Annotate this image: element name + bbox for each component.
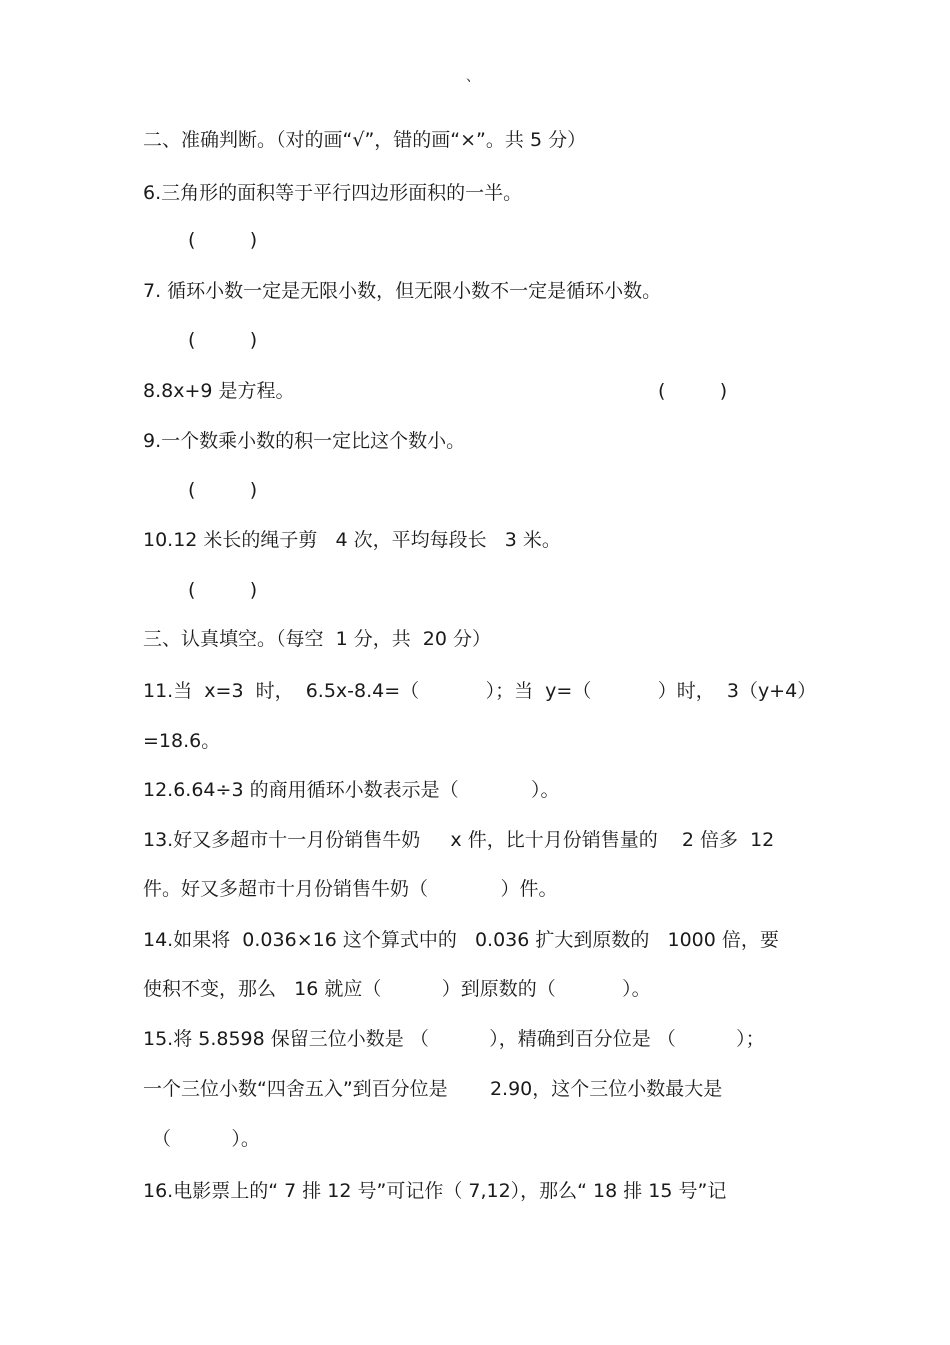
header-mark: 、 <box>466 69 480 85</box>
answer-blank-8: ( ) <box>658 380 728 402</box>
question-12: 12.6.64÷3 的商用循环小数表示是（ ）。 <box>143 779 560 801</box>
question-6: 6.三角形的面积等于平行四边形面积的一半。 <box>143 182 523 204</box>
answer-blank-6: ( ) <box>188 229 258 251</box>
answer-blank-7: ( ) <box>188 329 258 351</box>
question-11-line-2: =18.6。 <box>143 730 221 752</box>
question-15-line-2: 一个三位小数“四舍五入”到百分位是 2.90，这个三位小数最大是 <box>143 1078 723 1100</box>
question-7: 7. 循环小数一定是无限小数，但无限小数不一定是循环小数。 <box>143 280 662 302</box>
question-9: 9.一个数乘小数的积一定比这个数小。 <box>143 430 466 452</box>
question-8: 8.8x+9 是方程。 <box>143 380 295 402</box>
section-2-title: 二、准确判断。（对的画“√”，错的画“×”。共 5 分） <box>143 129 587 151</box>
question-16: 16.电影票上的“ 7 排 12 号”可记作（ 7,12），那么“ 18 排 15 号”记 <box>143 1180 727 1202</box>
question-13-line-1: 13.好又多超市十一月份销售牛奶 x 件，比十月份销售量的 2 倍多 12 <box>143 829 775 851</box>
question-13-line-2: 件。好又多超市十月份销售牛奶（ ）件。 <box>143 878 558 900</box>
answer-blank-9: ( ) <box>188 479 258 501</box>
section-3-title: 三、认真填空。（每空 1 分，共 20 分） <box>143 628 492 650</box>
answer-blank-10: ( ) <box>188 579 258 601</box>
question-10: 10.12 米长的绳子剪 4 次，平均每段长 3 米。 <box>143 529 561 551</box>
question-14-line-2: 使积不变，那么 16 就应（ ）到原数的（ ）。 <box>143 978 651 1000</box>
question-15-line-3: （ ）。 <box>152 1128 260 1150</box>
question-11-line-1: 11.当 x=3 时， 6.5x-8.4=（ ）；当 y=（ ）时， 3（y+4） <box>143 680 817 702</box>
question-14-line-1: 14.如果将 0.036×16 这个算式中的 0.036 扩大到原数的 1000 倍，要 <box>143 929 779 951</box>
question-15-line-1: 15.将 5.8598 保留三位小数是 （ ），精确到百分位是 （ ）； <box>143 1028 765 1050</box>
